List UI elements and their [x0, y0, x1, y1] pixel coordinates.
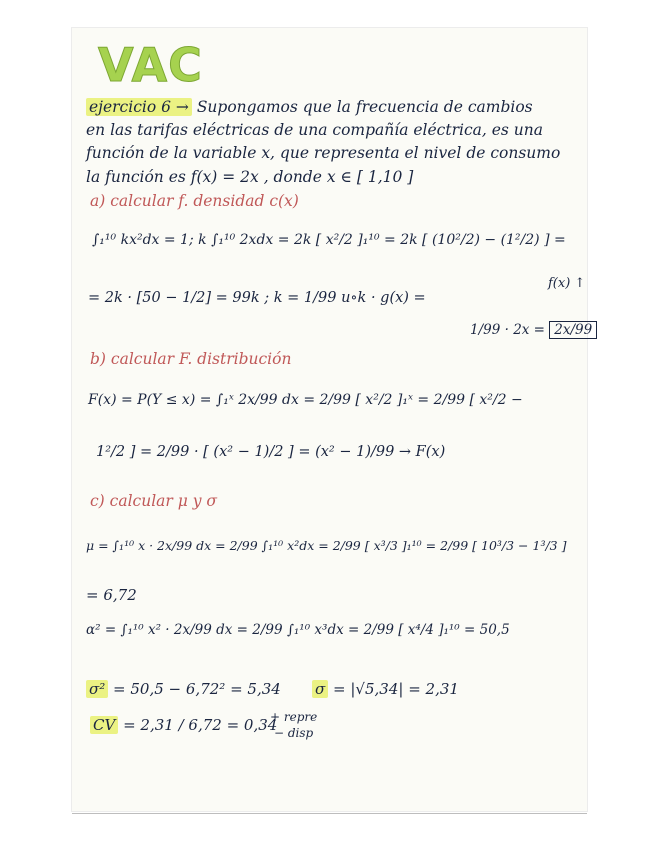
cv-label: CV: [90, 716, 118, 734]
cv-note-2: − disp: [274, 726, 314, 740]
part-b-formula-1: F(x) = P(Y ≤ x) = ∫₁ˣ 2x/99 dx = 2/99 [ x²/2 ]₁ˣ = 2/99 [ x²/2 −: [88, 392, 523, 408]
statement-line-1: Supongamos que la frecuencia de cambios: [196, 98, 533, 116]
exercise-line-1: [86, 98, 533, 116]
part-b-formula-2: 1²/2 ] = 2/99 · [ (x² − 1)/2 ] = (x² − 1)/99 → F(x): [96, 444, 446, 460]
cv-note-1: + repre: [270, 710, 318, 724]
part-a-formula-2: = 2k · [50 − 1/2] = 99k ; k = 1/99 u∘k · g(x) =: [88, 290, 426, 306]
result-lhs: 1/99 · 2x =: [470, 322, 545, 338]
part-c-second-moment: α² = ∫₁¹⁰ x² · 2x/99 dx = 2/99 ∫₁¹⁰ x³dx = 2/99 [ x⁴/4 ]₁¹⁰ = 50,5: [86, 622, 510, 638]
part-a-formula-1: ∫₁¹⁰ kx²dx = 1; k ∫₁¹⁰ 2xdx = 2k [ x²/2 ]₁¹⁰ = 2k [ (10²/2) − (1²/2) ] =: [92, 232, 566, 248]
part-a-heading: a) calcular f. densidad c(x): [90, 192, 299, 210]
statement-line-2: en las tarifas eléctricas de una compañía eléctrica, es una: [86, 121, 543, 139]
part-c-mean-result: = 6,72: [86, 586, 137, 604]
statement-line-4: la función es f(x) = 2x , donde x ∈ [ 1,10 ]: [86, 168, 414, 186]
part-a-result: [470, 322, 597, 338]
page-bottom-rule: [72, 813, 587, 814]
part-c-heading: c) calcular μ y σ: [90, 492, 217, 510]
variance-value: = 50,5 − 6,72² = 5,34: [113, 680, 281, 698]
statement-line-3: función de la variable x, que representa el nivel de consumo: [86, 144, 561, 162]
result-box: 2x/99: [549, 321, 597, 339]
exercise-label: ejercicio 6 →: [86, 98, 192, 116]
variance-line: [86, 680, 281, 698]
cv-value: = 2,31 / 6,72 = 0,34: [123, 716, 278, 734]
sd-value: = |√5,34| = 2,31: [333, 680, 459, 698]
sd-line: [312, 680, 459, 698]
fx-label: f(x) ↑: [548, 276, 586, 291]
part-c-mean: μ = ∫₁¹⁰ x · 2x/99 dx = 2/99 ∫₁¹⁰ x²dx = 2/99 [ x³/3 ]₁¹⁰ = 2/99 [ 10³/3 − 1³/3 ]: [86, 538, 567, 553]
page-title: VAC: [98, 38, 203, 92]
cv-line: [90, 716, 277, 734]
part-b-heading: b) calcular F. distribución: [90, 350, 292, 368]
variance-label: σ²: [86, 680, 108, 698]
sd-label: σ: [312, 680, 328, 698]
